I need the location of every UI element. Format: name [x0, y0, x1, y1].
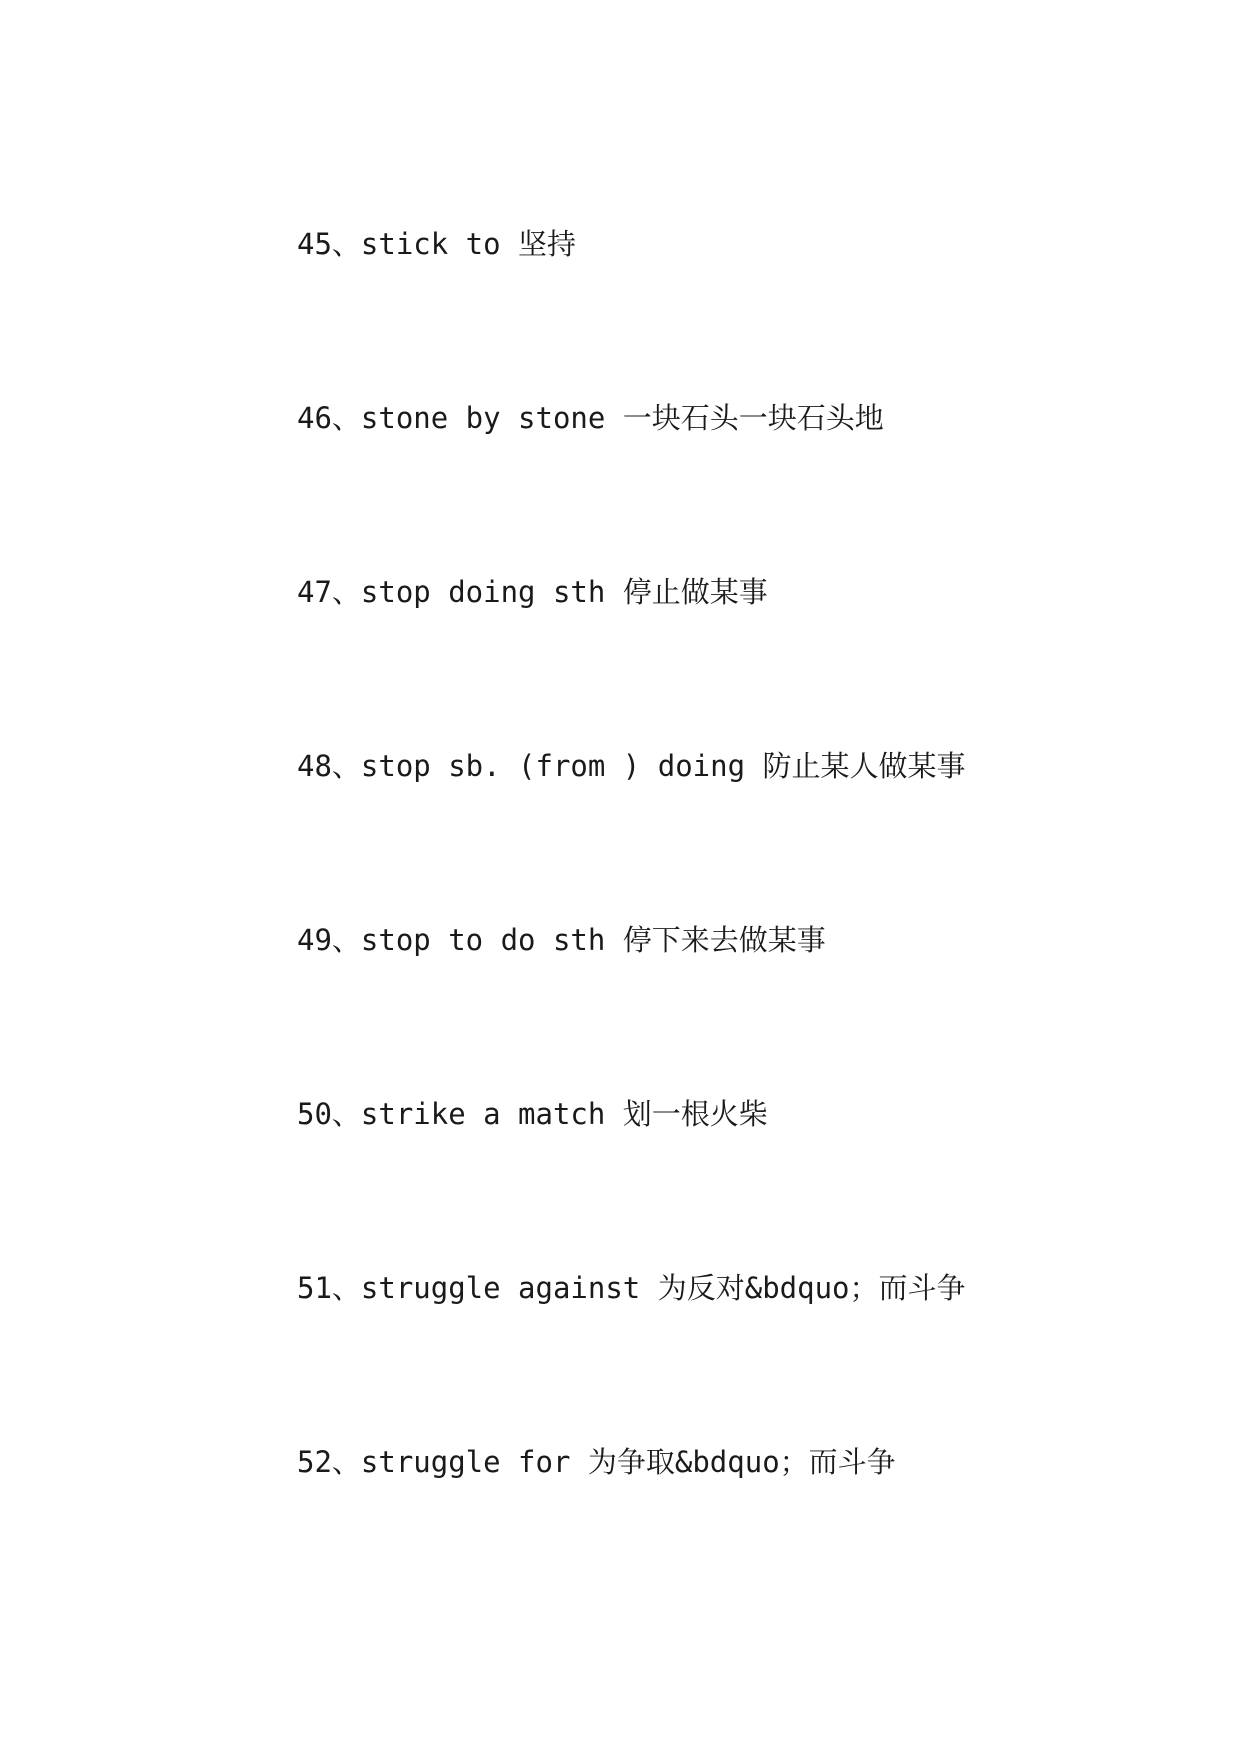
list-item: 46、stone by stone 一块石头一块石头地 [297, 401, 884, 435]
list-item: 50、strike a match 划一根火柴 [297, 1097, 768, 1131]
list-item: 45、stick to 坚持 [297, 227, 577, 261]
list-item: 51、struggle against 为反对&bdquo；而斗争 [297, 1271, 966, 1305]
list-item: 52、struggle for 为争取&bdquo；而斗争 [297, 1445, 896, 1479]
list-item: 48、stop sb. (from ) doing 防止某人做某事 [297, 749, 966, 783]
list-item: 49、stop to do sth 停下来去做某事 [297, 923, 826, 957]
list-item: 47、stop doing sth 停止做某事 [297, 575, 768, 609]
